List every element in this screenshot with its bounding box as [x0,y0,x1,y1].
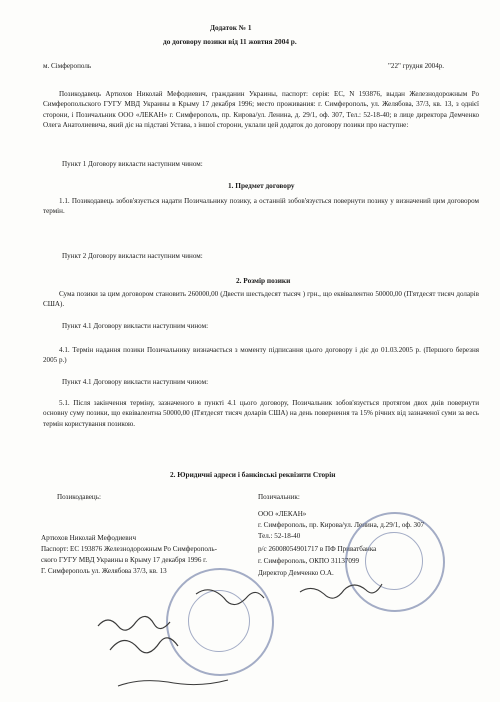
document-subtitle: до договору позики від 11 жовтня 2004 р. [163,37,297,46]
borrower-director: Директор Демченко О.А. [258,569,334,577]
lender-address: Г. Симферополь ул. Желябова 37/3, кв. 13 [41,567,167,575]
section-5-1-text: 5.1. Після закінчення терміну, зазначеного в пункті 4.1 цього договору, Позичальник зобов'язується протягом двох днів повернути основну суму позики, що еквівалентна 50000,00 (П'ятдесят тисяч доларів США) на день повернення та 15% річних від зазначеної суми за весь термін користування позикою. [43,399,479,428]
city: м. Сімферополь [43,62,92,70]
borrower-address: г. Симферополь, пр. Кирова/ул. Ленина, д.29/1, оф. 307 [258,521,425,529]
section-1-text: 1.1. Позикодавець зобов'язується надати Позичальнику позику, а останній зобов'язується повернути позику у визначений цим договором термін. [43,197,479,216]
borrower-bank-account: р/с 26008054901717 в ПФ Приватбанка [258,545,377,553]
borrower-role: Позичальник: [258,493,300,501]
document-date: "22" грудня 2004р. [388,62,445,70]
lender-passport-cont: ского ГУГУ МВД Украины в Крыму 17 декабря 1996 г. [41,556,208,564]
borrower-phone: Тел.: 52-18-40 [258,532,301,540]
section-4-1-text: 4.1. Термін надання позики Позичальнику визначається з моменту підписання цього договору і діє до 01.03.2005 р. (Першого березня 2005 р.) [43,346,479,365]
section-1-heading: 1. Предмет договору [228,181,295,190]
clause-4-1-label-second: Пункт 4.1 Договору викласти наступним чином: [62,378,209,386]
borrower-name: ООО «ЛЕКАН» [258,510,307,518]
clause-1-label: Пункт 1 Договору викласти наступним чином: [62,160,203,168]
section-2-heading: 2. Розмір позики [236,276,291,285]
intro-paragraph: Позикодавець Артюхов Николай Мефодиевич, гражданин Украины, паспорт: серія: ЕС, N 193876, выдан Железнодорожным Ро Симферопольского ГУГУ МВД Украины в Крыму 17 декабря 1996; место проживания: г. Симферополь, ул. Желябова, 37/3, кв. 13, з однієї сторони, і Позичальник ООО «ЛЕКАН» г. Симферополь, пр. Кирова/ул. Ленина, д. 29/1, оф. 307, Тел.: 52-18-40; в лице директора Демченко Олега Анатолиевича, який діє на підставі Устава, з іншої сторони, уклали цей додаток до договору позики про наступне: [43,90,479,130]
lender-role: Позикодавець: [57,493,101,501]
borrower-okpo: г. Симферополь, ОКПО 31137099 [258,557,360,565]
clause-4-1-label: Пункт 4.1 Договору викласти наступним чином: [62,322,209,330]
document-title: Додаток № 1 [210,23,252,32]
clause-2-label: Пункт 2 Договору викласти наступним чином: [62,252,203,260]
legal-heading: 2. Юридичні адреси і банківські реквізити Сторін [170,470,336,479]
lender-passport: Паспорт: ЕС 193876 Железнодорожным Ро Симферополь- [41,545,217,553]
section-2-text: Сума позики за цим договором становить 260000,00 (Двести шестьдесят тысяч ) грн., що еквівалентно 50000,00 (П'ятдесят тисяч доларів США). [43,290,479,309]
lender-name: Артюхов Николай Мефодиевич [41,534,137,542]
